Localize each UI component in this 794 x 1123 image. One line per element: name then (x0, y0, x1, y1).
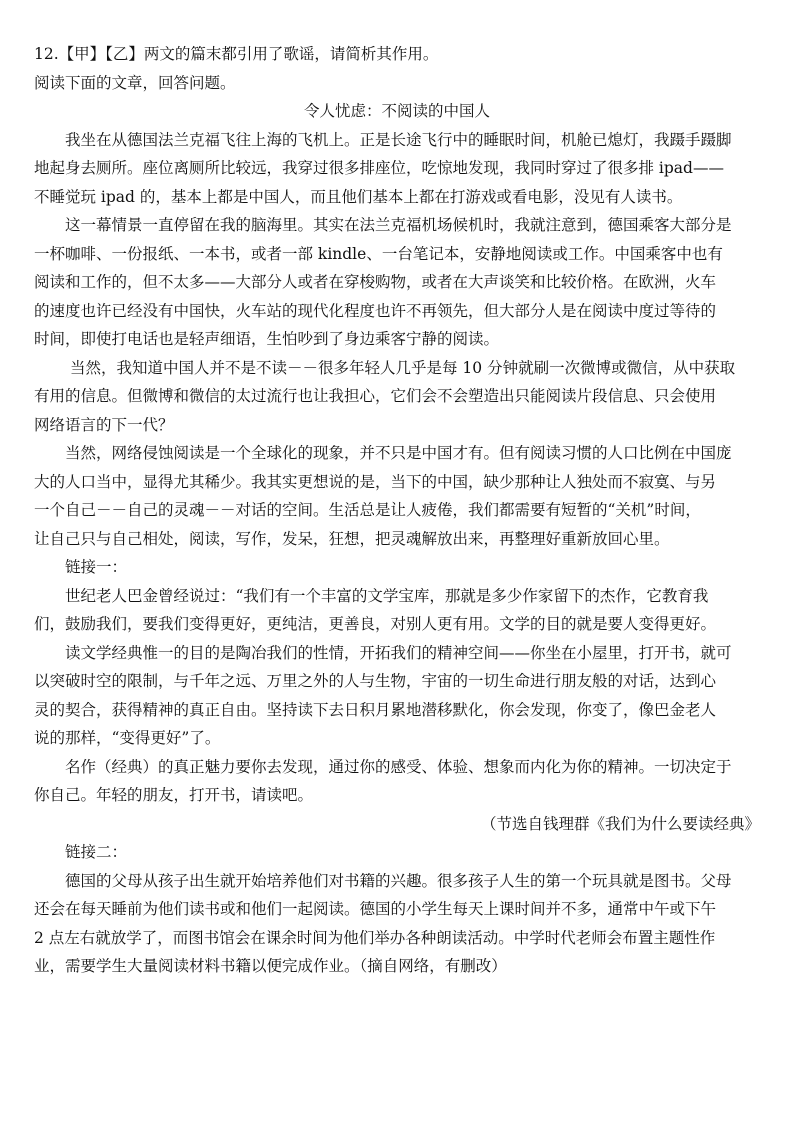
text-line: 地起身去厕所。座位离厕所比较远，我穿过很多排座位，吃惊地发现，我同时穿过了很多排 ipad—— (34, 159, 724, 177)
text-line: 说的那样，“变得更好”了。 (34, 729, 221, 747)
link1-paragraph-1 (34, 582, 760, 639)
text-line: 2 点左右就放学了，而图书馆会在课余时间为他们举办各种朗读活动。中学时代老师会布置主题性作 (34, 928, 716, 947)
text-line: 世纪老人巴金曾经说过：“我们有一个丰富的文学宝库，那就是多少作家留下的杰作，它教育我 (65, 586, 709, 605)
text-line: 灵的契合，获得精神的真正自由。坚持读下去日积月累地潜移默化，你会发现，你变了，像巴金老人 (34, 700, 717, 719)
text-line: 业，需要学生大量阅读材料书籍以便完成作业。（摘自网络，有删改） (34, 957, 507, 975)
link1-label: 链接一： (65, 558, 128, 576)
reading-instruction: 阅读下面的文章，回答问题。 (34, 73, 236, 92)
link2-label: 链接二： (65, 843, 128, 861)
link1-source: （节选自钱理群《我们为什么要读经典》 (480, 814, 760, 833)
article-paragraph-1 (34, 126, 760, 212)
article-paragraph-4 (34, 439, 760, 553)
text-line: 的速度也许已经没有中国快，火车站的现代化程度也许不再领先，但大部分人是在阅读中度过等待的 (34, 301, 717, 320)
text-line: 这一幕情景一直停留在我的脑海里。其实在法兰克福机场候机时，我就注意到，德国乘客大部分是 (65, 216, 732, 234)
text-line: 当然，网络侵蚀阅读是一个全球化的现象，并不只是中国才有。但有阅读习惯的人口比例在中国庞 (65, 444, 732, 462)
text-line: 以突破时空的限制，与千年之远、万里之外的人与生物，宇宙的一切生命进行朋友般的对话，达到心 (34, 672, 717, 690)
document-content (34, 40, 760, 981)
text-line: 名作（经典）的真正魅力要你去发现，通过你的感受、体验、想象而内化为你的精神。一切决定于 (65, 757, 732, 776)
link1-paragraph-3 (34, 753, 760, 810)
text-line: 当然，我知道中国人并不是不读－－很多年轻人几乎是每 10 分钟就刷一次微博或微信，从中获取 (70, 358, 736, 377)
article-paragraph-3 (34, 354, 760, 440)
text-line: 一个自己－－自己的灵魂－－对话的空间。生活总是让人疲倦，我们都需要有短暂的“关机”时间， (34, 501, 701, 519)
text-line: 时间，即使打电话也是轻声细语，生怕吵到了身边乘客宁静的阅读。 (34, 330, 500, 348)
text-line: 不睡觉玩 ipad 的，基本上都是中国人，而且他们基本上都在打游戏或看电影，没见有人读书。 (34, 187, 683, 206)
text-line: 网络语言的下一代？ (34, 415, 174, 434)
text-line: 阅读和工作的，但不太多——大部分人或者在穿梭购物，或者在大声谈笑和比较价格。在欧洲，火车 (34, 273, 717, 291)
text-line: 大的人口当中，显得尤其稀少。我其实更想说的是，当下的中国，缺少那种让人独处而不寂寞、与另 (34, 472, 717, 491)
text-line: 还会在每天睡前为他们读书或和他们一起阅读。德国的小学生每天上课时间并不多，通常中午或下午 (34, 900, 717, 918)
text-line: 让自己只与自己相处，阅读，写作，发呆，狂想，把灵魂解放出来，再整理好重新放回心里。 (34, 529, 670, 548)
text-line: 你自己。年轻的朋友，打开书，请读吧。 (34, 786, 314, 804)
text-line: 德国的父母从孩子出生就开始培养他们对书籍的兴趣。很多孩子人生的第一个玩具就是图书。父母 (65, 871, 732, 890)
article-title: 令人忧虑：不阅读的中国人 (303, 102, 490, 120)
text-line: 们，鼓励我们，要我们变得更好，更纯洁，更善良，对别人更有用。文学的目的就是要人变得更好。 (34, 615, 717, 633)
text-line: 我坐在从德国法兰克福飞往上海的飞机上。正是长途飞行中的睡眠时间，机舱已熄灯，我蹑手蹑脚 (65, 130, 732, 149)
text-line: 读文学经典惟一的目的是陶冶我们的性情，开拓我们的精神空间——你坐在小屋里，打开书，就可 (65, 643, 732, 662)
text-line: 有用的信息。但微博和微信的太过流行也让我担心，它们会不会塑造出只能阅读片段信息、只会使用 (34, 387, 717, 405)
link1-paragraph-2 (34, 639, 760, 753)
article-paragraph-2 (34, 211, 760, 354)
link2-paragraph-1 (34, 867, 760, 981)
text-line: 一杯咖啡、一份报纸、一本书，或者一部 kindle、一台笔记本，安静地阅读或工作。中国乘客中也有 (34, 244, 723, 263)
question-12: 12.【甲】【乙】两文的篇末都引用了歌谣，请简析其作用。 (34, 45, 439, 63)
